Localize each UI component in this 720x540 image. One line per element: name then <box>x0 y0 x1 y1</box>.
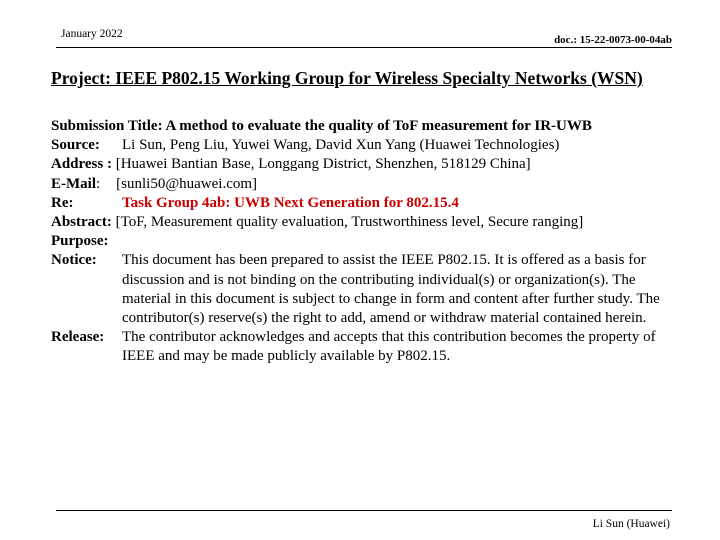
release-row <box>51 328 673 366</box>
abstract-label: Abstract: <box>51 214 112 231</box>
notice-value: This document has been prepared to assist the IEEE P802.15. It is offered as a basis for discussion and is not binding on the contributing individual(s) or organization(s). The material in this document is subject to change in form and content after further study. The contributor(s) reserve(s) the right to add, amend or withdraw material contained herein. <box>122 252 660 327</box>
re-label: Re: <box>51 194 74 211</box>
email-colon: : <box>96 175 101 192</box>
source-row <box>51 136 673 155</box>
release-label: Release: <box>51 329 105 346</box>
submission-body <box>51 117 673 367</box>
address-value: [Huawei Bantian Base, Longgang District, Shenzhen, 518129 China] <box>115 156 531 173</box>
footer-author: Li Sun (Huawei) <box>592 518 670 530</box>
header-date: January 2022 <box>61 28 123 40</box>
notice-row <box>51 251 673 328</box>
footer-divider <box>56 510 672 511</box>
source-label: Source: <box>51 137 100 154</box>
notice-label: Notice: <box>51 252 97 269</box>
re-row <box>51 194 673 213</box>
abstract-value: [ToF, Measurement quality evaluation, Trustworthiness level, Secure ranging] <box>115 214 584 231</box>
header-doc-id: doc.: 15-22-0073-00-04ab <box>554 34 672 46</box>
abstract-row <box>51 213 673 232</box>
address-label: Address : <box>51 156 112 173</box>
submission-title: Submission Title: A method to evaluate the quality of ToF measurement for IR-UWB <box>51 118 592 134</box>
email-value: [sunli50@huawei.com] <box>116 175 258 192</box>
email-label: E-Mail <box>51 175 96 192</box>
purpose-label: Purpose: <box>51 233 109 250</box>
page-title: Project: IEEE P802.15 Working Group for Wireless Specialty Networks (WSN) <box>51 68 643 88</box>
email-row <box>51 175 673 194</box>
release-value: The contributor acknowledges and accepts that this contribution becomes the property of IEEE and may be made publicly available by P802.15. <box>122 329 656 365</box>
address-row <box>51 155 673 174</box>
header-divider <box>56 47 672 48</box>
re-value: Task Group 4ab: UWB Next Generation for 802.15.4 <box>122 194 459 211</box>
source-value: Li Sun, Peng Liu, Yuwei Wang, David Xun Yang (Huawei Technologies) <box>122 137 560 154</box>
